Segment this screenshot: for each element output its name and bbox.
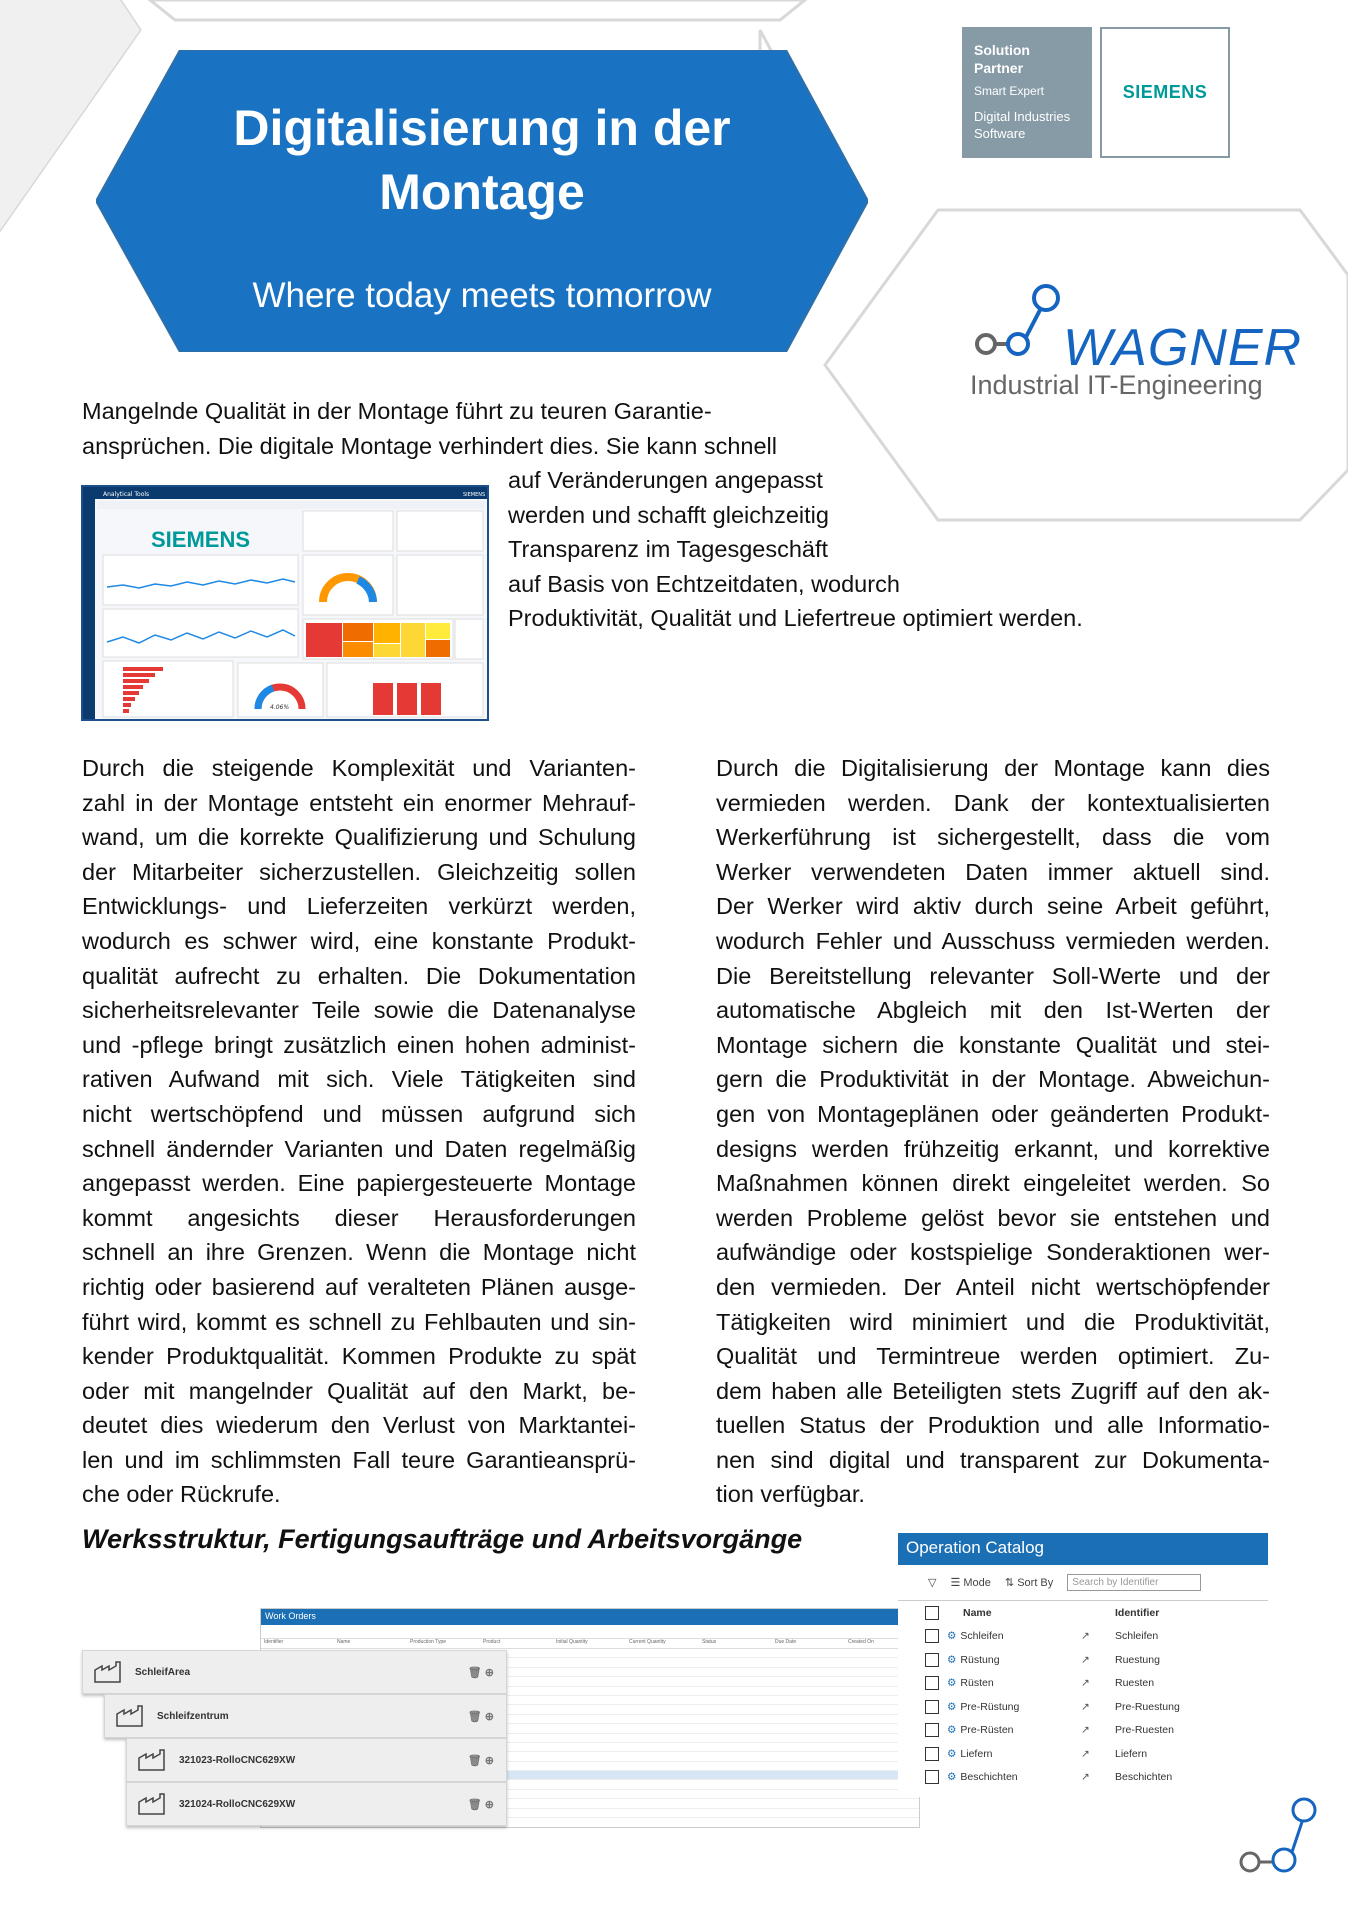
operation-identifier: Pre-Ruestung [1115, 1700, 1180, 1713]
body-column-left [82, 751, 636, 1512]
text-line: der Mitarbeiter sicherzustellen. Gleichzeitig sollen [82, 858, 636, 885]
tree-item[interactable] [126, 1738, 507, 1782]
operation-name [947, 1677, 1081, 1689]
tree-item-actions[interactable]: 🗑 ⊕ [467, 1799, 494, 1811]
tree-item-label: 321023-RolloCNC629XW [179, 1754, 296, 1766]
text-line: führt wird, kommt es schnell zu Fehlbauten und sin- [82, 1308, 636, 1335]
badge-line-1: Solution [974, 42, 1030, 58]
tree-item-label: SchleifArea [135, 1666, 191, 1678]
text-line: oder mit mangelnder Qualität auf den Markt, be- [82, 1377, 636, 1404]
siemens-logo: SIEMENS [1122, 82, 1208, 102]
work-orders-toolbar [261, 1625, 919, 1639]
text-line: gern die Produktivität in der Montage. Abweichun- [716, 1066, 1270, 1093]
text-line: len und im schlimmsten Fall teure Garantieansprü- [82, 1446, 636, 1473]
text-line: wand, um die korrekte Qualifizierung und Schulung [82, 824, 636, 851]
tree-item[interactable] [126, 1782, 507, 1826]
badge-line-4: Digital Industries [974, 109, 1071, 124]
dashboard-app-title: Analytical Tools [103, 491, 150, 498]
sort-button[interactable]: ⇅ Sort By [1004, 1577, 1054, 1589]
operation-name [947, 1701, 1081, 1713]
operation-identifier: Liefern [1115, 1747, 1148, 1760]
operation-catalog-title: Operation Catalog [898, 1533, 1268, 1565]
operation-name [947, 1654, 1081, 1666]
intro-paragraph-side [508, 463, 1148, 636]
open-link-icon[interactable]: ↗ [1081, 1653, 1090, 1666]
text-line: Qualität und Termintreue werden optimiert. Zu- [716, 1343, 1270, 1370]
dashboard-graphic [83, 487, 487, 719]
text-line: und -pflege bringt zusätzlich einen hohen administ- [82, 1031, 636, 1058]
column-header[interactable]: Product [483, 1639, 501, 1645]
operation-name-label: Beschichten [960, 1771, 1018, 1784]
operation-identifier: Pre-Ruesten [1115, 1724, 1174, 1737]
row-checkbox[interactable] [925, 1700, 939, 1714]
text-line: werden und schafft gleichzeitig [508, 501, 829, 528]
text-line: aufwändige oder kostspielige Sonderaktionen wer- [716, 1239, 1270, 1266]
text-line: Tätigkeiten wird minimiert und die Produktivität, [716, 1308, 1270, 1335]
text-line: Entwicklungs- und Lieferzeiten verkürzt werden, [82, 893, 636, 920]
factory-icon [137, 1792, 169, 1816]
tree-item-actions[interactable]: 🗑 ⊕ [467, 1667, 494, 1679]
operation-icon: ⚙ [947, 1700, 957, 1713]
column-name: Name [963, 1606, 992, 1619]
wagner-molecule-icon [966, 282, 1066, 362]
open-link-icon[interactable]: ↗ [1081, 1747, 1090, 1760]
tree-item-actions[interactable]: 🗑 ⊕ [467, 1755, 494, 1767]
list-item[interactable] [898, 1719, 1268, 1743]
text-line: Werker verwendeten Daten immer aktuell sind. [716, 858, 1270, 885]
text-line: Die Bereitstellung relevanter Soll-Werte und der [716, 962, 1270, 989]
text-line: tion verfügbar. [716, 1481, 865, 1508]
factory-icon [137, 1748, 169, 1772]
text-line: rativen Aufwand mit sich. Viele Tätigkeiten sind [82, 1066, 636, 1093]
badge-line-3: Smart Expert [974, 84, 1045, 98]
row-checkbox[interactable] [925, 1653, 939, 1667]
text-line: zahl in der Montage entsteht ein enormer Mehrauf- [82, 789, 636, 816]
plant-structure-tree [82, 1650, 507, 1828]
text-line: wodurch es schwer wird, eine konstante Produkt- [82, 927, 636, 954]
operation-name-label: Pre-Rüstung [960, 1700, 1020, 1713]
operation-name [947, 1724, 1081, 1736]
operation-name [947, 1748, 1081, 1760]
text-line: auf Basis von Echtzeitdaten, wodurch [508, 570, 900, 597]
work-orders-title: Work Orders [265, 1611, 316, 1621]
column-header[interactable]: Current Quantity [629, 1639, 666, 1645]
operation-icon: ⚙ [947, 1724, 957, 1737]
row-checkbox[interactable] [925, 1770, 939, 1784]
text-line: kender Produktqualität. Kommen Produkte zu spät [82, 1343, 636, 1370]
operation-name-label: Rüsten [960, 1677, 994, 1690]
operation-name-label: Rüstung [960, 1653, 1000, 1666]
molecule-decoration-icon [1230, 1790, 1320, 1880]
dashboard-siemens-logo: SIEMENS [151, 527, 251, 552]
dashboard-gauge-value: 4.06% [270, 704, 290, 711]
operation-catalog-rows [898, 1625, 1268, 1790]
open-link-icon[interactable]: ↗ [1081, 1630, 1090, 1643]
section-title: Werksstruktur, Fertigungsaufträge und Arbeitsvorgänge [82, 1524, 803, 1554]
operation-icon: ⚙ [947, 1747, 957, 1760]
list-item[interactable] [898, 1742, 1268, 1766]
text-line: dem haben alle Beteiligten stets Zugriff auf den ak- [716, 1377, 1270, 1404]
solution-partner-badge [962, 27, 1092, 158]
tree-item-label: 321024-RolloCNC629XW [179, 1798, 296, 1810]
tree-item[interactable] [82, 1650, 507, 1694]
row-checkbox[interactable] [925, 1747, 939, 1761]
title-line-2: Montage [379, 164, 585, 220]
open-link-icon[interactable]: ↗ [1081, 1677, 1090, 1690]
text-line: qualität aufrecht zu erhalten. Die Dokumentation [82, 962, 636, 989]
factory-icon [115, 1704, 147, 1728]
work-orders-column-headers [261, 1639, 919, 1649]
column-header[interactable]: Initial Quantity [556, 1639, 588, 1645]
operation-name-label: Pre-Rüsten [960, 1724, 1014, 1737]
text-line: werden Probleme gelöst bevor sie entstehen und [716, 1204, 1270, 1231]
column-identifier: Identifier [1115, 1606, 1160, 1619]
text-line: angepasst werden. Eine papiergesteuerte Montage [82, 1170, 636, 1197]
page-subtitle: Where today meets tomorrow [252, 276, 712, 315]
list-item[interactable] [898, 1625, 1268, 1649]
text-line: designs werden frühzeitig erkannt, und korrektive [716, 1135, 1270, 1162]
tree-item-actions[interactable]: 🗑 ⊕ [467, 1711, 494, 1723]
text-line: Montage sichern die konstante Qualität und stei- [716, 1031, 1270, 1058]
search-input[interactable]: Search by Identifier [1067, 1574, 1201, 1591]
wagner-wordmark: WAGNER [1063, 319, 1303, 377]
text-line: automatische Abgleich mit den Ist-Werten der [716, 997, 1270, 1024]
badge-line-2: Partner [974, 60, 1024, 76]
row-checkbox[interactable] [925, 1629, 939, 1643]
list-item[interactable] [898, 1766, 1268, 1790]
row-checkbox[interactable] [925, 1723, 939, 1737]
operation-catalog-toolbar [898, 1565, 1268, 1601]
text-line: Durch die Digitalisierung der Montage kann dies [716, 755, 1270, 781]
select-all-checkbox[interactable] [925, 1606, 939, 1620]
text-line: tuellen Status der Produktion und alle Informatio- [716, 1412, 1270, 1439]
wagner-tagline: Industrial IT-Engineering [970, 370, 1263, 400]
text-line: ansprüchen. Die digitale Montage verhindert dies. Sie kann schnell [82, 432, 777, 459]
text-line: nicht wertschöpfend und müssen aufgrund sich [82, 1100, 636, 1127]
operation-identifier: Beschichten [1115, 1771, 1173, 1784]
text-line: Maßnahmen können direkt eingeleitet werden. So [716, 1170, 1270, 1197]
intro-paragraph-top [82, 394, 842, 463]
list-item[interactable] [898, 1648, 1268, 1672]
analytics-dashboard-screenshot [81, 485, 489, 721]
operation-identifier: Ruesten [1115, 1677, 1155, 1690]
operation-catalog-screenshot [898, 1533, 1268, 1797]
work-orders-header [261, 1609, 919, 1625]
text-line: nen sind digital und transparent zur Dokumenta- [716, 1446, 1270, 1473]
operation-icon: ⚙ [947, 1771, 957, 1784]
text-line: Der Werker wird aktiv durch seine Arbeit geführt, [716, 893, 1270, 920]
text-line: wodurch Fehler und Ausschuss vermieden werden. [716, 927, 1270, 954]
text-line: gen von Montageplänen oder geänderten Produkt- [716, 1100, 1270, 1127]
column-header[interactable]: Name [337, 1639, 351, 1645]
title-line-1: Digitalisierung in der [233, 100, 731, 156]
operation-name [947, 1630, 1081, 1642]
siemens-logo-box [1100, 27, 1230, 158]
open-link-icon[interactable]: ↗ [1081, 1771, 1090, 1784]
tree-item[interactable] [104, 1694, 507, 1738]
text-line: Transparenz im Tagesgeschäft [508, 536, 829, 563]
text-line: kommt angesichts dieser Herausforderungen [82, 1204, 636, 1231]
operation-icon: ⚙ [947, 1630, 957, 1643]
column-header[interactable]: Created On [848, 1639, 874, 1645]
page-title [140, 96, 824, 224]
operation-name-label: Schleifen [960, 1630, 1004, 1643]
column-header[interactable]: Due Date [775, 1639, 797, 1645]
text-line: richtig oder basierend auf veralteten Plänen ausge- [82, 1273, 636, 1300]
operation-icon: ⚙ [947, 1653, 957, 1666]
text-line: Werkerführung ist sichergestellt, dass die vom [716, 824, 1270, 851]
operation-identifier: Schleifen [1115, 1630, 1159, 1643]
text-line: sicherheitsrelevanter Teile sowie die Datenanalyse [82, 997, 636, 1024]
text-line: schnell ändernder Varianten und Daten regelmäßig [82, 1135, 636, 1162]
title-block [140, 96, 824, 316]
operation-icon: ⚙ [947, 1677, 957, 1690]
open-link-icon[interactable]: ↗ [1081, 1700, 1090, 1713]
text-line: deutet dies wiederum den Verlust von Marktantei- [82, 1412, 636, 1439]
text-line: che oder Rückrufe. [82, 1481, 281, 1508]
badge-line-5: Software [974, 126, 1026, 141]
text-line: auf Veränderungen angepasst [508, 467, 823, 493]
mode-label: Mode [963, 1577, 991, 1589]
dashboard-brand-small: SIEMENS [463, 492, 486, 498]
column-header[interactable]: Status [702, 1639, 717, 1645]
text-line: Durch die steigende Komplexität und Varianten- [82, 755, 636, 781]
operation-catalog-header-row [898, 1601, 1268, 1625]
factory-icon [93, 1660, 125, 1684]
column-header[interactable]: Production Type [410, 1639, 447, 1645]
text-line: den vermieden. Der Anteil nicht wertschöpfender [716, 1273, 1270, 1300]
body-column-right [716, 751, 1270, 1512]
row-checkbox[interactable] [925, 1676, 939, 1690]
operation-identifier: Ruestung [1115, 1653, 1160, 1666]
operation-name [947, 1771, 1081, 1783]
mode-button[interactable]: ☰ Mode [950, 1577, 991, 1589]
list-item[interactable] [898, 1672, 1268, 1696]
column-header[interactable]: Identifier [264, 1639, 284, 1645]
text-line: schnell an ihre Grenzen. Wenn die Montage nicht [82, 1239, 636, 1266]
sort-label: Sort By [1017, 1577, 1054, 1589]
list-item[interactable] [898, 1695, 1268, 1719]
text-line: Mangelnde Qualität in der Montage führt zu teuren Garantie- [82, 398, 712, 424]
text-line: vermieden werden. Dank der kontextualisierten [716, 789, 1270, 816]
operation-name-label: Liefern [960, 1747, 993, 1760]
open-link-icon[interactable]: ↗ [1081, 1724, 1090, 1737]
text-line: Produktivität, Qualität und Liefertreue optimiert werden. [508, 605, 1083, 632]
tree-item-label: Schleifzentrum [157, 1710, 229, 1722]
filter-icon[interactable]: ▽ [928, 1577, 937, 1589]
